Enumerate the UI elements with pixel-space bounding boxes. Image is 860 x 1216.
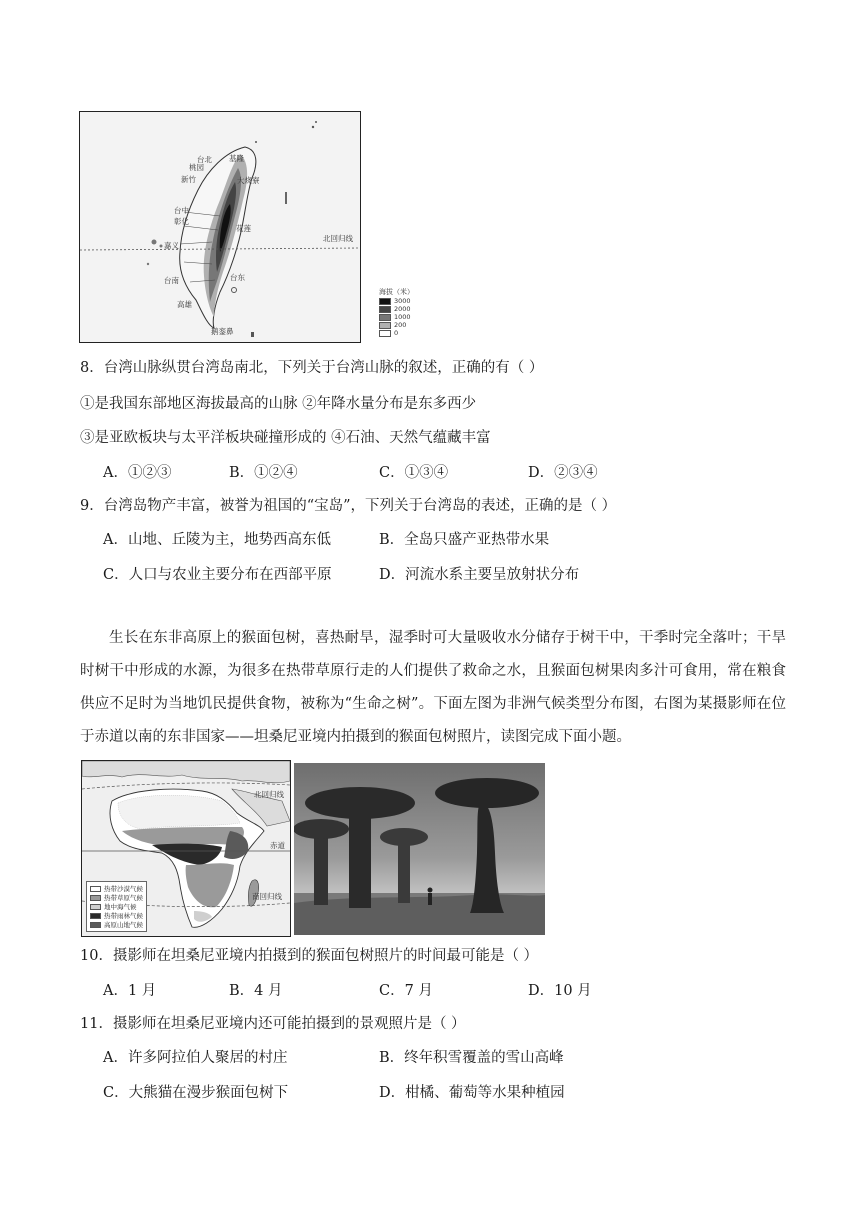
climate-legend-row (90, 911, 143, 920)
question-11-option-c[interactable]: C．大熊猫在漫步猴面包树下 (103, 1085, 289, 1101)
legend-swatch (379, 306, 391, 313)
label-tropic-of-capricorn: 南回归线 (252, 892, 282, 901)
legend-value: 2000 (394, 305, 411, 313)
question-10-option-a[interactable]: A．1 月 (103, 983, 157, 999)
question-9-stem: 9．台湾岛物产丰富，被誉为祖国的“宝岛”，下列关于台湾岛的表述，正确的是（ ） (80, 498, 617, 514)
baobab-photo-svg (294, 763, 545, 935)
label-eluanbi: 鹅銮鼻 (211, 327, 234, 336)
tree-trunk (470, 803, 504, 913)
legend-swatch (379, 330, 391, 337)
island-mark (255, 141, 257, 143)
climate-legend-row (90, 893, 143, 902)
legend-row (379, 313, 419, 321)
climate-swatch (90, 886, 101, 892)
climate-swatch (90, 922, 101, 928)
legend-value: 1000 (394, 313, 411, 321)
label-gaoxiong: 高雄 (177, 300, 192, 309)
label-xinzhu: 新竹 (181, 175, 196, 184)
europe-landmass (82, 761, 290, 783)
climate-legend-row (90, 920, 143, 929)
legend-row (379, 329, 419, 337)
question-10-option-b[interactable]: B．4 月 (229, 983, 283, 999)
climate-legend-text: 热带雨林气候 (104, 912, 143, 920)
elevation-legend (379, 287, 419, 342)
label-tainan: 台南 (164, 276, 179, 285)
label-tropic-of-cancer: 北回归线 (323, 234, 353, 243)
legend-value: 3000 (394, 297, 411, 305)
label-equator: 赤道 (270, 841, 285, 850)
question-9-option-d[interactable]: D．河流水系主要呈放射状分布 (379, 567, 580, 583)
label-jilong: 基隆 (229, 154, 244, 163)
taiwan-topographic-map (79, 111, 361, 343)
legend-swatch (379, 298, 391, 305)
lvdao-island (232, 288, 237, 293)
label-dashuai: 大烧寮 (237, 176, 260, 185)
label-tropic-of-cancer: 北回归线 (254, 790, 284, 799)
climate-legend-text: 地中海气候 (104, 903, 137, 911)
legend-row (379, 321, 419, 329)
island-mark (315, 121, 317, 123)
question-9-option-c[interactable]: C．人口与农业主要分布在西部平原 (103, 567, 332, 583)
africa-climate-map (81, 760, 291, 937)
legend-value: 0 (394, 329, 399, 337)
question-8-stem: 8．台湾山脉纵贯台湾岛南北，下列关于台湾山脉的叙述，正确的有（ ） (80, 360, 544, 376)
baobab-tree-right (435, 778, 539, 913)
question-9-option-b[interactable]: B．全岛只盛产亚热带水果 (379, 532, 550, 548)
climate-legend-text: 热带草原气候 (104, 894, 143, 902)
reading-passage: 生长在东非高原上的猴面包树，喜热耐旱，湿季时可大量吸收水分储存于树干中，干季时完全落叶；干旱时树干中形成的水源，为很多在热带草原行走的人们提供了救命之水，且猴面包树果肉多汁可食用，常在粮食供应不足时为当地饥民提供食物，被称为“生命之树”。下面左图为非洲气候类型分布图，右图为某摄影师在位于赤道以南的东非国家——坦桑尼亚境内拍摄到的猴面包树照片，读图完成下面小题。 (80, 630, 786, 745)
person-head (428, 888, 433, 893)
label-taizhong: 台中 (174, 206, 189, 215)
legend-title: 海拔（米） (379, 288, 414, 296)
question-9-option-a[interactable]: A．山地、丘陵为主，地势西高东低 (103, 532, 331, 548)
legend-row (379, 297, 419, 305)
label-zhanghua: 彰化 (174, 217, 189, 226)
label-taibei: 台北 (197, 155, 212, 164)
tree-trunk (349, 808, 371, 908)
penghu-island (160, 245, 163, 248)
tree-crown (435, 778, 539, 808)
climate-legend-text: 热带沙漠气候 (104, 885, 143, 893)
island-mark (285, 192, 287, 204)
question-11-option-d[interactable]: D．柑橘、葡萄等水果种植园 (379, 1085, 565, 1101)
question-8-option-c[interactable]: C．①③④ (379, 465, 449, 481)
baobab-tree-middle (380, 828, 428, 903)
tree-trunk (398, 841, 410, 903)
label-taoyuan: 桃园 (189, 163, 204, 172)
question-10-stem: 10．摄影师在坦桑尼亚境内拍摄到的猴面包树照片的时间最可能是（ ） (80, 948, 539, 964)
climate-swatch (90, 913, 101, 919)
climate-legend-row (90, 902, 143, 911)
tropic-of-cancer-line (82, 783, 290, 789)
climate-swatch (90, 895, 101, 901)
question-10-option-c[interactable]: C．7 月 (379, 983, 433, 999)
climate-legend (86, 881, 147, 932)
penghu-island (152, 240, 157, 245)
question-10-option-d[interactable]: D．10 月 (528, 983, 592, 999)
question-8-option-b[interactable]: B．①②④ (229, 465, 298, 481)
climate-legend-text: 高原山地气候 (104, 921, 143, 929)
question-8-statements-2: ③是亚欧板块与太平洋板块碰撞形成的 ④石油、天然气蕴藏丰富 (80, 430, 491, 446)
legend-value: 200 (394, 321, 407, 329)
climate-legend-row (90, 884, 143, 893)
legend-row (379, 305, 419, 313)
question-11-option-b[interactable]: B．终年积雪覆盖的雪山高峰 (379, 1050, 564, 1066)
legend-swatch (379, 322, 391, 329)
tree-crown (380, 828, 428, 846)
label-jiayi: 嘉义 (164, 241, 179, 250)
taiwan-map-svg (80, 112, 360, 342)
question-8-option-a[interactable]: A．①②③ (103, 465, 172, 481)
tree-crown (294, 819, 349, 839)
person-figure (428, 893, 432, 905)
island-mark (147, 263, 149, 265)
label-hualian: 花莲 (236, 224, 251, 233)
question-8-option-d[interactable]: D．②③④ (528, 465, 598, 481)
question-11-option-a[interactable]: A．许多阿拉伯人聚居的村庄 (103, 1050, 288, 1066)
baobab-tree-photo (294, 763, 545, 935)
path-ground (294, 894, 545, 935)
tree-trunk (314, 833, 328, 905)
climate-swatch (90, 904, 101, 910)
lanyu-island (251, 332, 254, 337)
question-8-statements-1: ①是我国东部地区海拔最高的山脉 ②年降水量分布是东多西少 (80, 396, 477, 412)
label-taidong: 台东 (230, 273, 245, 282)
tree-crown (305, 787, 415, 819)
baobab-tree-small-left (294, 819, 349, 905)
question-11-stem: 11．摄影师在坦桑尼亚境内还可能拍摄到的景观照片是（ ） (80, 1016, 466, 1032)
legend-swatch (379, 314, 391, 321)
island-mark (312, 126, 314, 128)
